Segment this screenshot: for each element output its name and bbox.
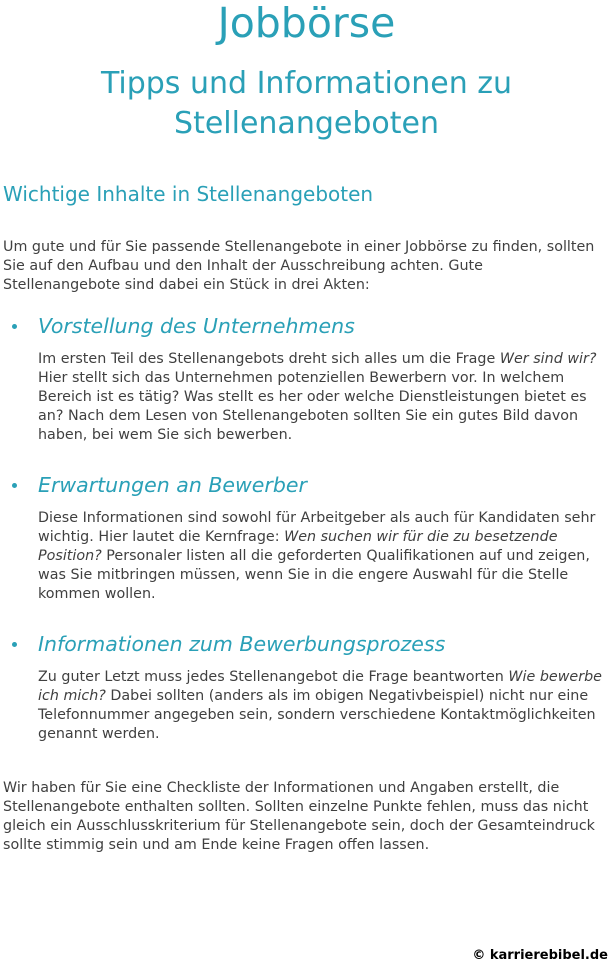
page-title: Jobbörse <box>217 0 396 47</box>
bullet-text-before: Diese Informationen sind sowohl für Arbeitgeber als auch für Kandidaten sehr wichtig. Hier lautet die Kernfrage: <box>38 510 596 545</box>
bullet-text <box>38 350 610 445</box>
bullet-text <box>38 668 610 744</box>
bullet-text-after: Hier stellt sich das Unternehmen potenziellen Bewerbern vor. In welchem Bereich ist es tätig? Was stellt es her oder welche Dienstleistungen bietet es an? Nach dem Lesen von Stellenangeboten sollten Sie ein gutes Bild davon haben, bei wem Sie sich bewerben. <box>38 370 587 443</box>
bullet-text-after: Personaler listen all die geforderten Qualifikationen auf und zeigen, was Sie mitbringen müssen, wenn Sie in die engere Auswahl für die Stelle kommen wollen. <box>38 548 590 602</box>
bullet-heading: Erwartungen an Bewerber <box>38 473 307 497</box>
bullet-text-italic: Wie bewerbe ich mich? <box>38 669 602 704</box>
subtitle-line-2: Stellenangeboten <box>174 106 439 141</box>
bullet-text <box>38 509 610 604</box>
page-subtitle <box>0 64 613 144</box>
bullet-icon <box>12 324 17 329</box>
bullet-heading: Vorstellung des Unternehmens <box>38 314 355 338</box>
closing-paragraph: Wir haben für Sie eine Checkliste der Informationen und Angaben erstellt, die Stellenangebote enthalten sollten. Sollten einzelne Punkte fehlen, muss das nicht gleich ein Ausschlusskriterium für Stellenangebote sein, doch der Gesamteindruck sollte stimmig sein und am Ende keine Fragen offen lassen. <box>3 780 595 853</box>
intro-paragraph: Um gute und für Sie passende Stellenangebote in einer Jobbörse zu finden, sollten Sie auf den Aufbau und den Inhalt der Ausschreibung achten. Gute Stellenangebote sind dabei ein Stück in drei Akten: <box>3 239 595 293</box>
bullet-icon <box>12 642 17 647</box>
bullet-text-after: Dabei sollten (anders als im obigen Negativbeispiel) nicht nur eine Telefonnummer angegeben sein, sondern verschiedene Kontaktmöglichkeiten genannt werden. <box>38 688 596 742</box>
bullet-text-italic: Wen suchen wir für die zu besetzende Position? <box>38 529 558 564</box>
bullet-icon <box>12 483 17 488</box>
subtitle-line-1: Tipps und Informationen zu <box>100 66 513 101</box>
copyright-credit: © karrierebibel.de <box>472 948 608 963</box>
bullet-text-before: Im ersten Teil des Stellenangebots dreht sich alles um die Frage <box>38 351 500 367</box>
bullet-heading: Informationen zum Bewerbungsprozess <box>38 632 446 656</box>
bullet-text-before: Zu guter Letzt muss jedes Stellenangebot die Frage beantworten <box>38 669 509 685</box>
bullet-text-italic: Wer sind wir? <box>499 351 597 367</box>
section-heading: Wichtige Inhalte in Stellenangeboten <box>3 182 374 206</box>
